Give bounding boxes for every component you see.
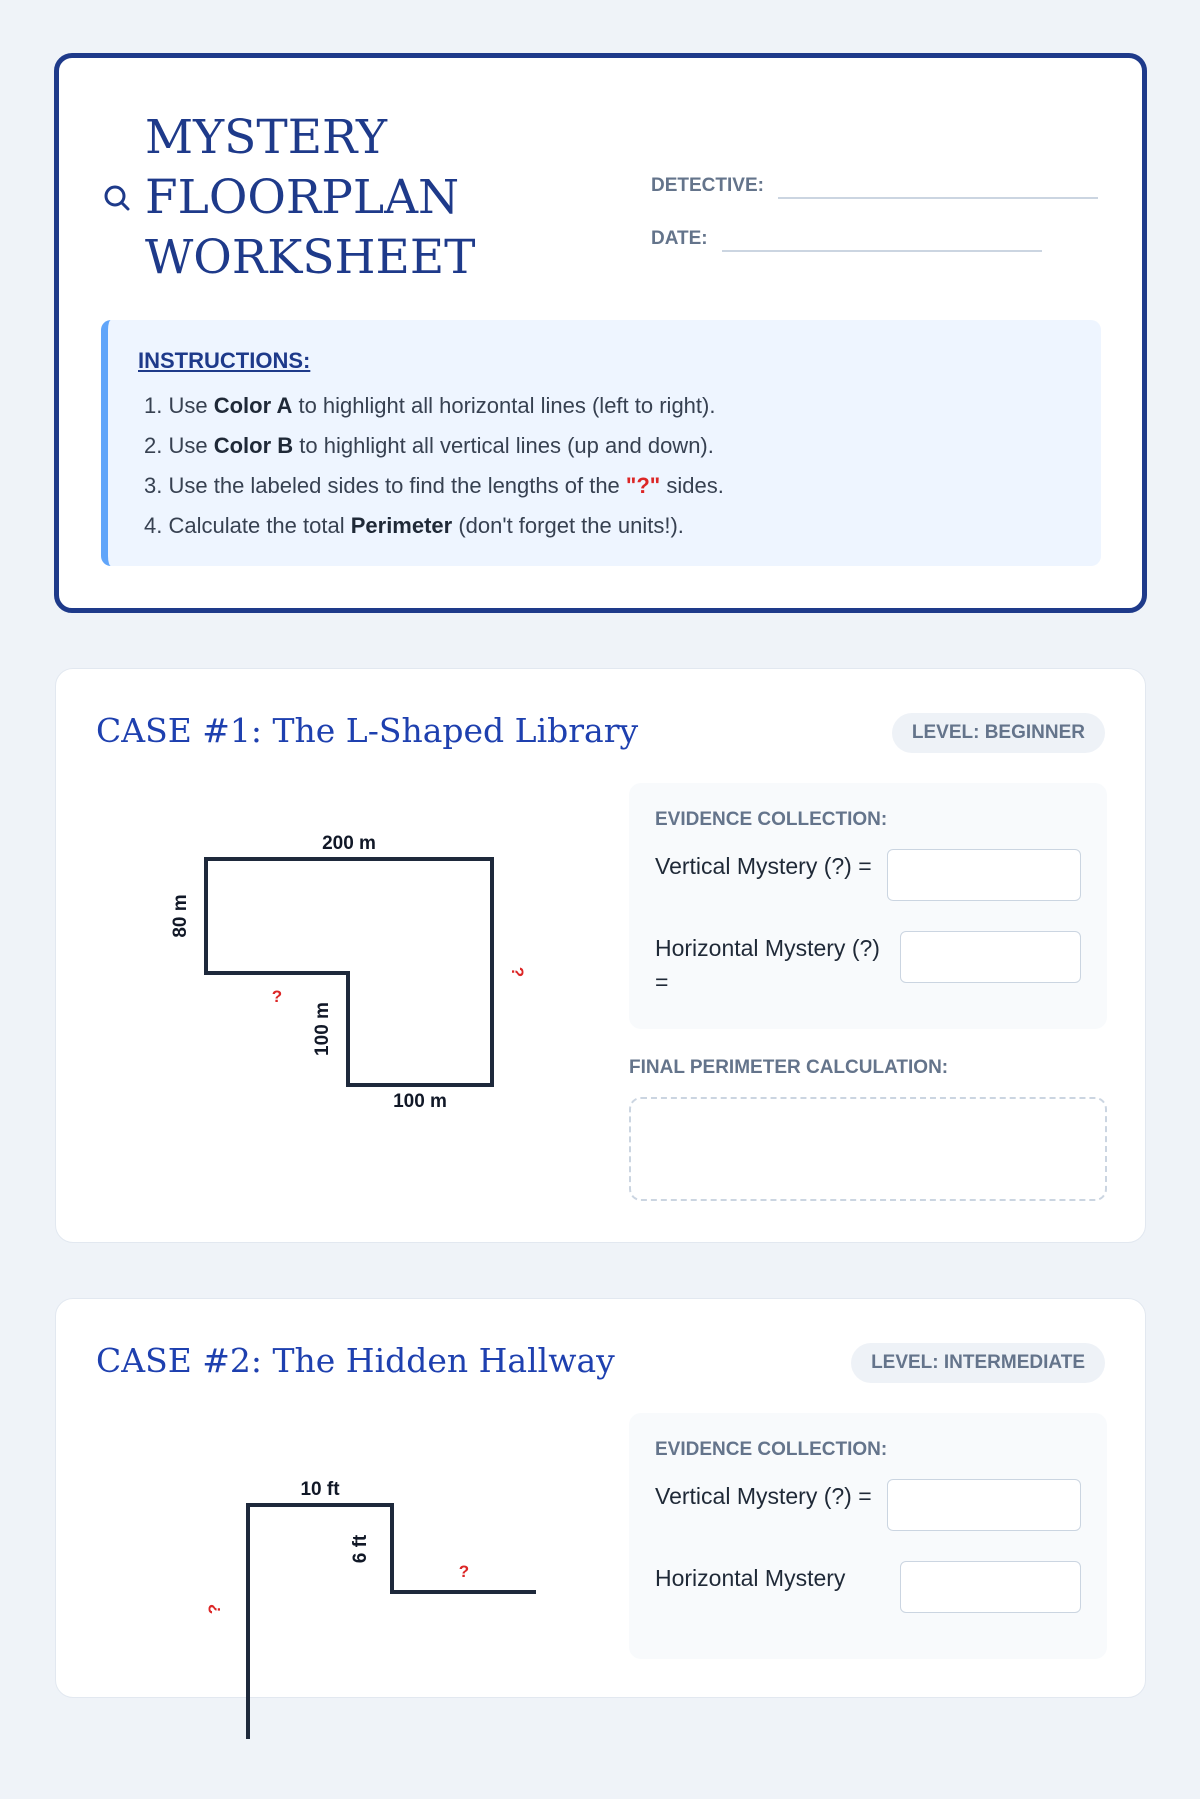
instruction-item: [138, 386, 1071, 426]
instructions-box: [101, 320, 1101, 566]
detective-row: [651, 146, 1101, 199]
case-title: CASE #1: The L-Shaped Library: [96, 711, 639, 750]
label-inner-vertical: 6 ft: [350, 1534, 371, 1564]
label-left: 80 m: [170, 894, 191, 938]
instructions-title: INSTRUCTIONS:: [138, 348, 311, 373]
label-inner-horizontal-mystery: ?: [271, 987, 283, 1006]
final-perimeter-label: FINAL PERIMETER CALCULATION:: [629, 1057, 949, 1078]
label-top: 10 ft: [300, 1479, 340, 1500]
date-label: DATE:: [651, 228, 708, 249]
level-badge: LEVEL: INTERMEDIATE: [851, 1343, 1105, 1383]
final-perimeter-box[interactable]: [629, 1097, 1107, 1201]
instruction-mystery-mark: "?": [625, 473, 661, 498]
horizontal-mystery-row: [655, 931, 1081, 999]
instruction-item: [138, 506, 1071, 546]
evidence-title: EVIDENCE COLLECTION:: [655, 809, 888, 830]
case-card-1: [55, 668, 1146, 1243]
instruction-text: to highlight all horizontal lines (left to right).: [292, 393, 716, 418]
instruction-text: to highlight all vertical lines (up and down).: [293, 433, 714, 458]
floorplan-diagram: [96, 809, 576, 1169]
vertical-mystery-label: Vertical Mystery (?) =: [655, 853, 872, 879]
instruction-item: [138, 426, 1071, 466]
magnifier-icon: [103, 184, 131, 212]
instruction-text: Use the labeled sides to find the lengths of the: [168, 473, 626, 498]
instruction-text: (don't forget the units!).: [452, 513, 684, 538]
instruction-bold: Color A: [213, 393, 293, 418]
vertical-mystery-row: [655, 849, 1081, 901]
evidence-title: EVIDENCE COLLECTION:: [655, 1439, 888, 1460]
instruction-text: Calculate the total: [168, 513, 351, 538]
label-top: 200 m: [322, 833, 376, 854]
vertical-mystery-input[interactable]: [887, 1479, 1081, 1531]
date-field[interactable]: [722, 228, 1042, 252]
label-right-mystery: ?: [508, 966, 527, 978]
meta-fields: [651, 146, 1101, 252]
instruction-number: 3.: [144, 473, 163, 498]
horizontal-mystery-row: [655, 1561, 1081, 1613]
title-block: [103, 108, 475, 288]
instruction-number: 4.: [144, 513, 163, 538]
instruction-number: 2.: [144, 433, 163, 458]
vertical-mystery-row: [655, 1479, 1081, 1531]
vertical-mystery-input[interactable]: [887, 849, 1081, 901]
evidence-panel: [629, 1413, 1107, 1659]
instruction-bold: Perimeter: [350, 513, 453, 538]
instruction-item: [138, 466, 1071, 506]
title-line-1: MYSTERY: [145, 110, 387, 165]
date-row: [651, 199, 1101, 252]
title-line-2: FLOORPLAN: [145, 170, 460, 225]
case-card-2: [55, 1298, 1146, 1698]
label-inner-vertical: 100 m: [312, 1002, 333, 1056]
horizontal-mystery-input[interactable]: [900, 1561, 1081, 1613]
instructions-list: [138, 386, 1071, 546]
horizontal-mystery-label: Horizontal Mystery: [655, 1565, 846, 1591]
label-bottom: 100 m: [393, 1091, 447, 1112]
instruction-number: 1.: [144, 393, 163, 418]
vertical-mystery-label: Vertical Mystery (?) =: [655, 1483, 872, 1509]
horizontal-mystery-label: Horizontal Mystery (?) =: [655, 935, 880, 995]
title-line-3: WORKSHEET: [145, 230, 476, 285]
worksheet-header: [54, 53, 1147, 613]
case-title: CASE #2: The Hidden Hallway: [96, 1341, 615, 1380]
horizontal-mystery-input[interactable]: [900, 931, 1081, 983]
instruction-text: Use: [168, 433, 214, 458]
detective-label: DETECTIVE:: [651, 175, 764, 196]
evidence-panel: [629, 783, 1107, 1029]
instruction-text: Use: [168, 393, 214, 418]
instruction-bold: Color B: [213, 433, 294, 458]
detective-field[interactable]: [778, 175, 1098, 199]
floorplan-outline: [206, 859, 492, 1085]
floorplan-diagram: [96, 1439, 576, 1799]
label-left-mystery: ?: [205, 1603, 224, 1615]
page-title: [145, 108, 475, 288]
floorplan-outline: [248, 1505, 536, 1739]
level-badge: LEVEL: BEGINNER: [892, 713, 1105, 753]
instruction-text: sides.: [660, 473, 724, 498]
label-inner-horizontal-mystery: ?: [458, 1562, 470, 1581]
